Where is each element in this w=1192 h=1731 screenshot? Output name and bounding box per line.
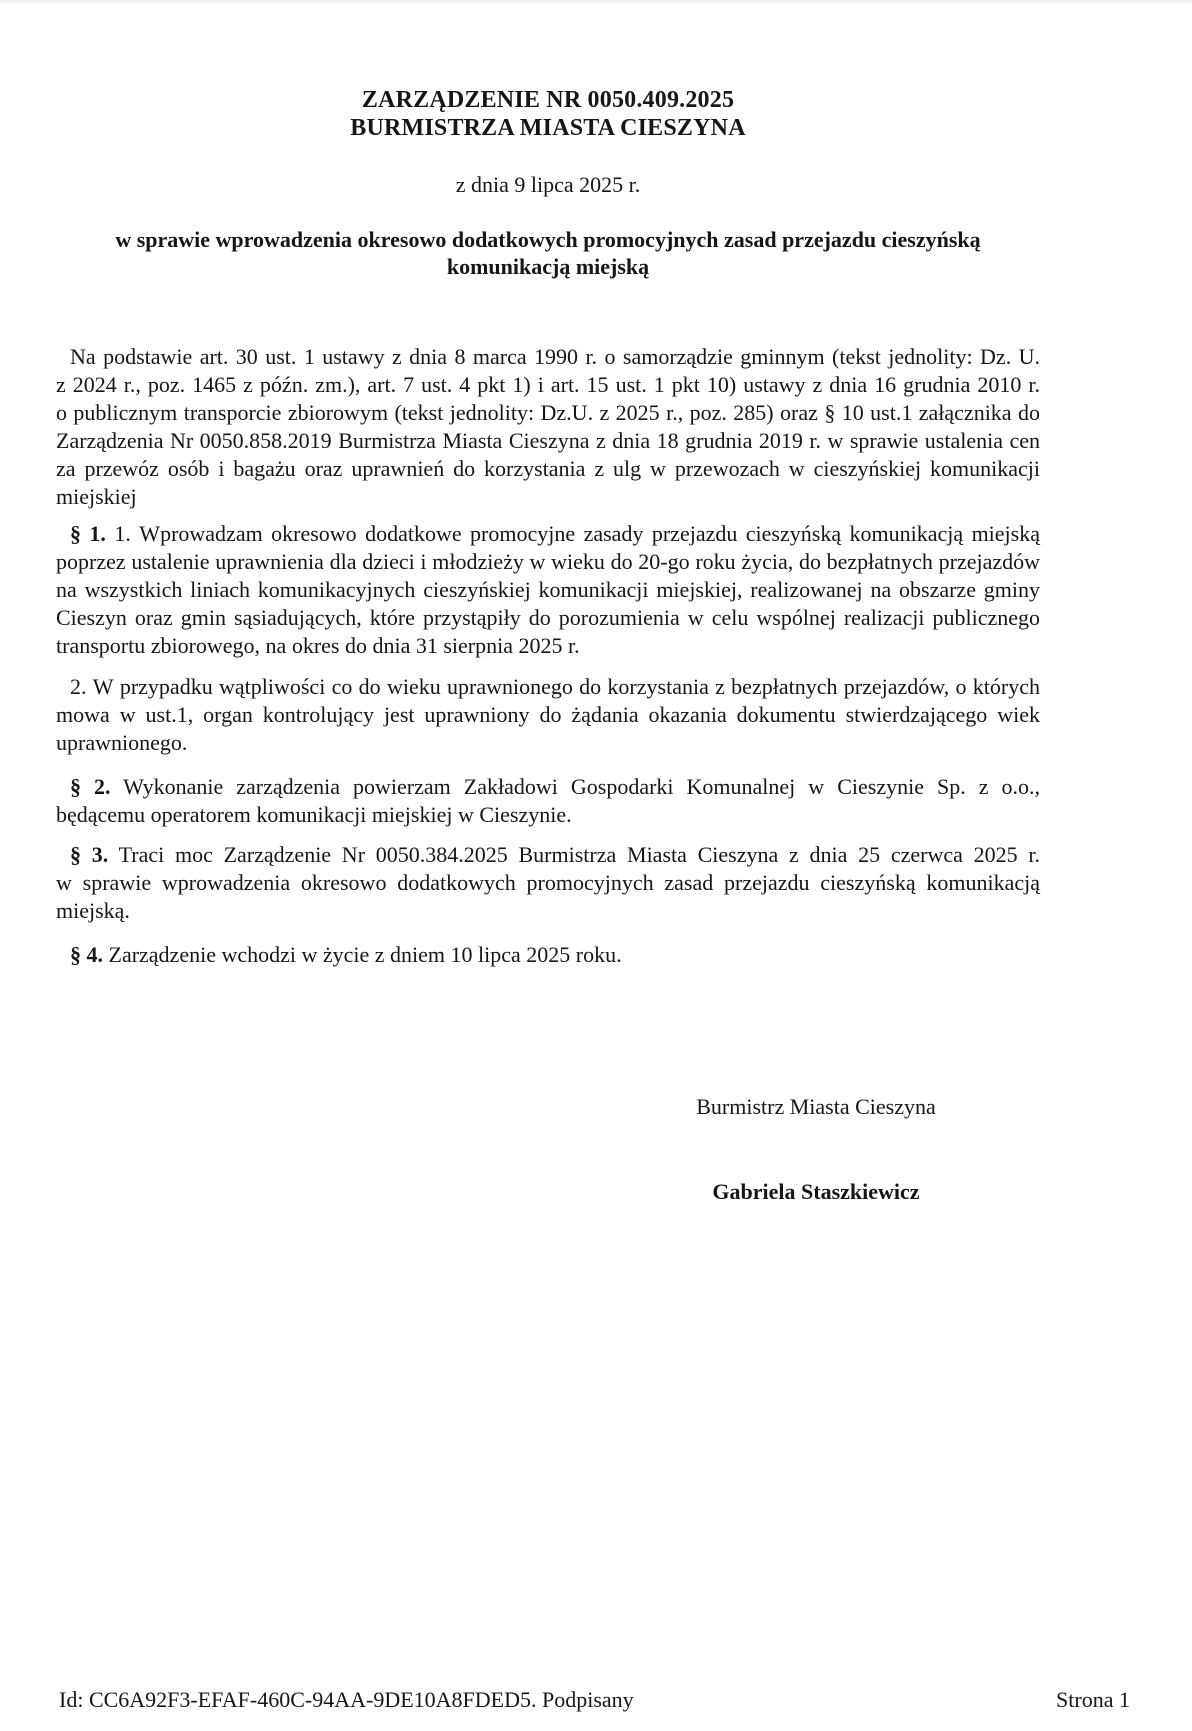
document-date: z dnia 9 lipca 2025 r. — [455, 172, 641, 197]
section-lead: § 4. — [70, 942, 103, 967]
section-text: 1. Wprowadzam okresowo dodatkowe promocyjne zasady przejazdu cieszyńską komunikacją miejską poprzez ustalenie uprawnienia dla dzieci i młodzieży w wieku do 20-go roku życia, do bezpłatnych przejazdów na wszystkich liniach komunikacyjnych cieszyńskiej komunikacji miejskiej, realizowanej na obszarze gminy Cieszyn oraz gmin sąsiadujących, które przystąpiły do porozumienia w celu wspólnej realizacji publicznego transportu zbiorowego, na okres do dnia 31 sierpnia 2025 r. — [56, 521, 1041, 658]
document-title — [56, 86, 1040, 142]
footer — [59, 1686, 1130, 1714]
document-subject — [56, 226, 1040, 280]
signer-name: Gabriela Staszkiewicz — [712, 1179, 920, 1204]
section-paragraph — [56, 520, 1040, 660]
document-subject-line1: w sprawie wprowadzenia okresowo dodatkowych promocyjnych zasad przejazdu cieszyńską — [115, 227, 981, 252]
section-lead: § 2. — [70, 774, 111, 799]
section-text: Zarządzenie wchodzi w życie z dniem 10 lipca 2025 roku. — [108, 942, 622, 967]
section-text: Wykonanie zarządzenia powierzam Zakładowi Gospodarki Komunalnej w Cieszynie Sp. z o.o., będącemu operatorem komunikacji miejskiej w Cieszynie. — [56, 774, 1040, 827]
section-text: Traci moc Zarządzenie Nr 0050.384.2025 Burmistrza Miasta Cieszyna z dnia 25 czerwca 2025 r. w sprawie wprowadzenia okresowo dodatkowych promocyjnych zasad przejazdu cieszyńską komunikacją miejską. — [56, 842, 1041, 923]
signature-block — [576, 1093, 1056, 1206]
section-paragraph — [56, 673, 1040, 757]
document-subject-line2: komunikacją miejską — [446, 254, 650, 279]
section-lead: § 1. — [70, 521, 106, 546]
section-text: 2. W przypadku wątpliwości co do wieku uprawnionego do korzystania z bezpłatnych przejazdów, o których mowa w ust.1, organ kontrolujący jest uprawniony do żądania okazania dokumentu stwierdzającego wiek uprawnionego. — [56, 674, 1040, 755]
document-title-line2: BURMISTRZA MIASTA CIESZYNA — [350, 115, 746, 141]
document-id: Id: CC6A92F3-EFAF-460C-94AA-9DE10A8FDED5. Podpisany — [59, 1687, 634, 1712]
signer-title: Burmistrz Miasta Cieszyna — [696, 1094, 936, 1119]
page-number: Strona 1 — [1056, 1687, 1130, 1712]
section-paragraph — [56, 841, 1040, 925]
section-paragraph — [56, 773, 1040, 829]
document-title-line1: ZARZĄDZENIE NR 0050.409.2025 — [361, 87, 735, 113]
section-paragraph — [56, 941, 1040, 969]
preamble-paragraph: Na podstawie art. 30 ust. 1 ustawy z dnia 8 marca 1990 r. o samorządzie gminnym (tekst jednolity: Dz. U. z 2024 r., poz. 1465 z późn. zm.), art. 7 ust. 4 pkt 1) i art. 15 ust. 1 pkt 10) ustawy z dnia 16 grudnia 2010 r. o publicznym transporcie zbiorowym (tekst jednolity: Dz.U. z 2025 r., poz. 285) oraz § 10 ust.1 załącznika do Zarządzenia Nr 0050.858.2019 Burmistrza Miasta Cieszyna z dnia 18 grudnia 2019 r. w sprawie ustalenia cen za przewóz osób i bagażu oraz uprawnień do korzystania z ulg w przewozach w cieszyńskiej komunikacji miejskiej — [56, 344, 1040, 509]
section-lead: § 3. — [70, 842, 109, 867]
